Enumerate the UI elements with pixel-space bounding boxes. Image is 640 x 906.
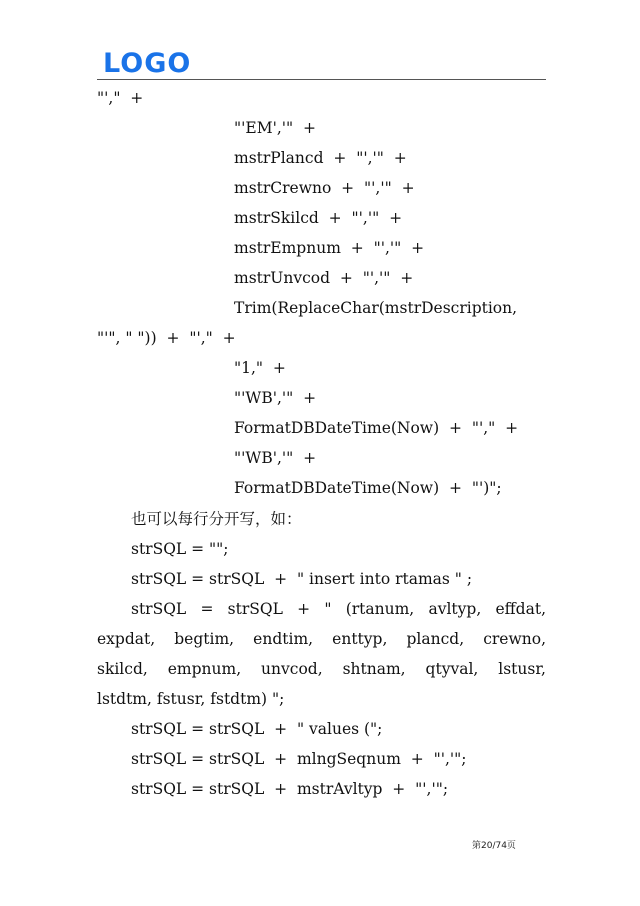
sql-line: strSQL = "";	[131, 540, 229, 558]
code-line: mstrSkilcd + "','" +	[234, 209, 403, 227]
code-line: FormatDBDateTime(Now) + "'," +	[234, 419, 519, 437]
sql-line: strSQL = strSQL + " (rtanum, avltyp, effdat,	[131, 600, 546, 618]
code-line: "'WB','" +	[234, 389, 317, 407]
sql-line: expdat, begtim, endtim, enttyp, plancd, crewno,	[97, 630, 546, 648]
code-line: Trim(ReplaceChar(mstrDescription,	[234, 299, 518, 317]
code-line: mstrPlancd + "','" +	[234, 149, 407, 167]
code-line: mstrEmpnum + "','" +	[234, 239, 425, 257]
intro-paragraph: 也可以每行分开写，如：	[131, 510, 302, 528]
logo: LOGO	[103, 48, 192, 79]
code-line: FormatDBDateTime(Now) + "')";	[234, 479, 502, 497]
code-line: "1," +	[234, 359, 286, 377]
code-line: mstrCrewno + "','" +	[234, 179, 415, 197]
sql-line: strSQL = strSQL + " values (";	[131, 720, 383, 738]
sql-line: strSQL = strSQL + " insert into rtamas " ;	[131, 570, 473, 588]
sql-line: skilcd, empnum, unvcod, shtnam, qtyval, lstusr,	[97, 660, 546, 678]
code-line: mstrUnvcod + "','" +	[234, 269, 414, 287]
code-line: "'EM','" +	[234, 119, 316, 137]
code-line: "'," +	[97, 89, 144, 107]
page-number: 第20/74页	[472, 841, 516, 851]
code-line: "'", " ")) + "'," +	[97, 329, 236, 347]
header-divider	[97, 79, 546, 80]
sql-line: strSQL = strSQL + mstrAvltyp + "','";	[131, 780, 449, 798]
sql-line: strSQL = strSQL + mlngSeqnum + "','";	[131, 750, 467, 768]
sql-line: lstdtm, fstusr, fstdtm) ";	[97, 690, 285, 708]
code-line: "'WB','" +	[234, 449, 317, 467]
